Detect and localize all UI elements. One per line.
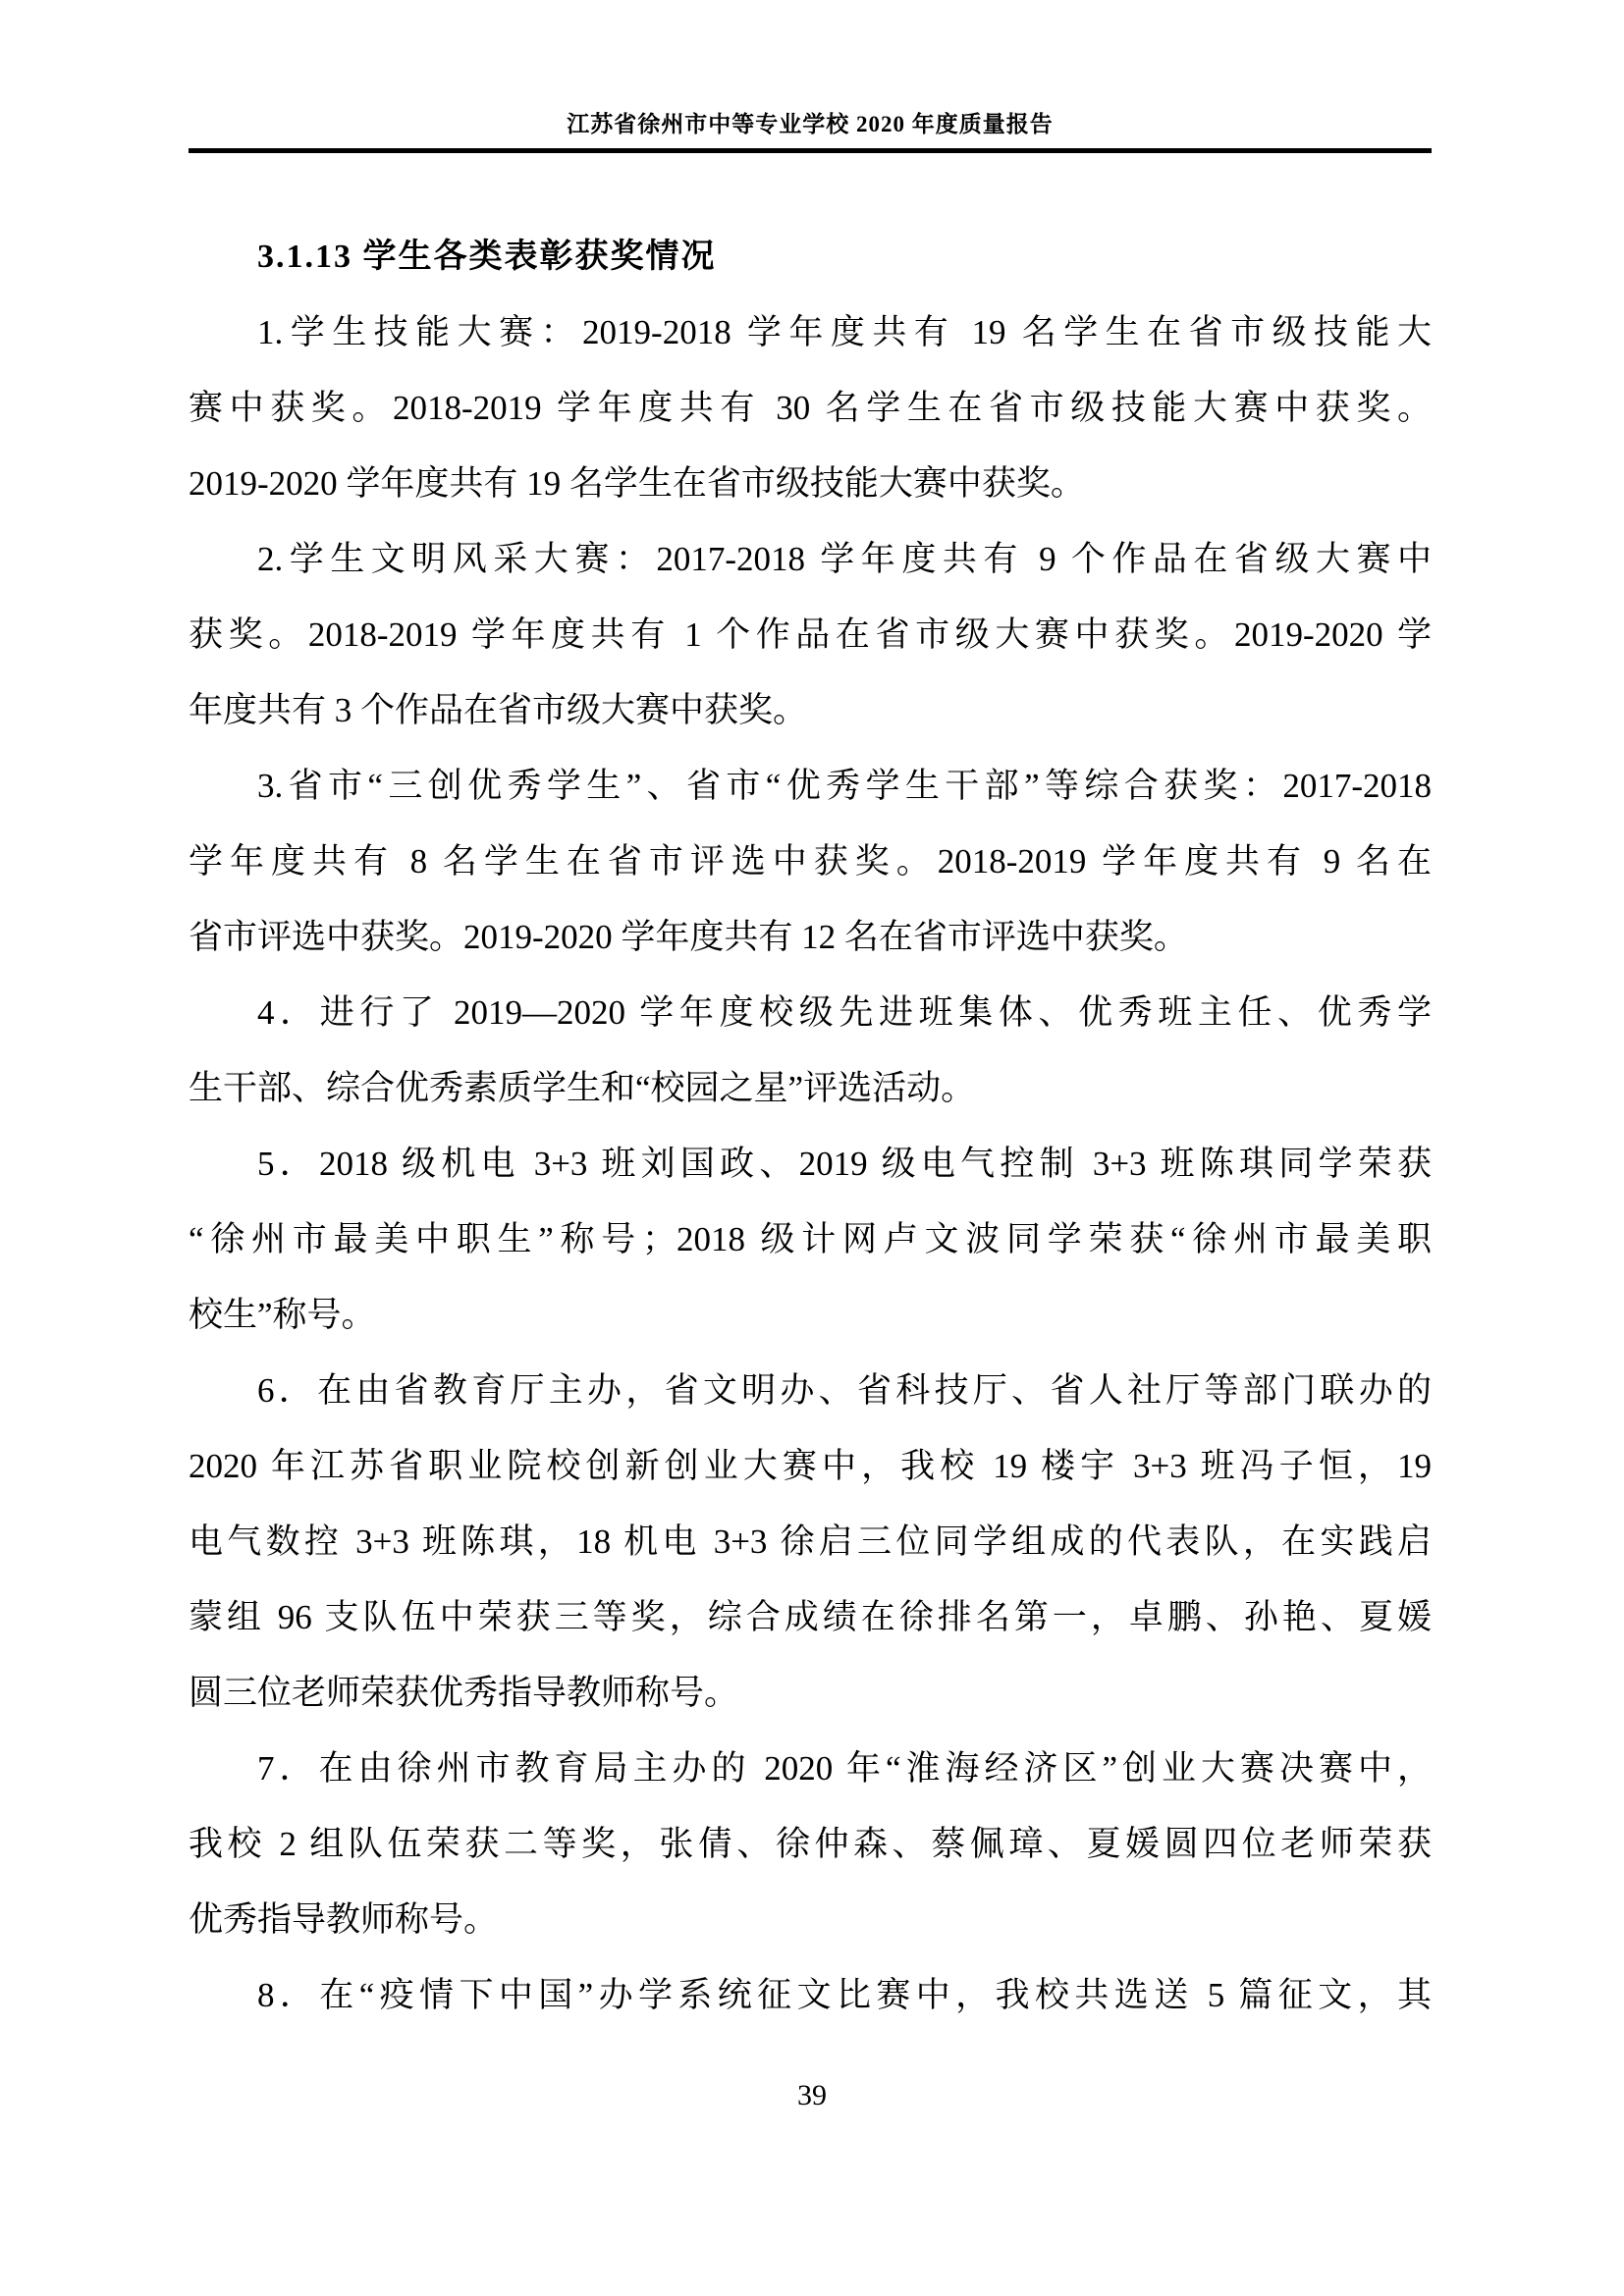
section-heading: 3.1.13 学生各类表彰获奖情况 <box>257 239 717 275</box>
text-line: 7．在由徐州市教育局主办的 2020 年“淮海经济区”创业大赛决赛中， <box>257 1749 1432 1788</box>
text-line: 生干部、综合优秀素质学生和“校园之星”评选活动。 <box>189 1069 976 1107</box>
text-line: 电气数控 3+3 班陈琪，18 机电 3+3 徐启三位同学组成的代表队，在实践启 <box>189 1522 1432 1561</box>
paragraph <box>189 975 1432 1126</box>
paragraph <box>189 294 1432 521</box>
text-line: 3.省市“三创优秀学生”、省市“优秀学生干部”等综合获奖：2017-2018 <box>257 767 1432 805</box>
text-line: 圆三位老师荣获优秀指导教师称号。 <box>189 1674 739 1712</box>
paragraph <box>189 1731 1432 1957</box>
text-line: 优秀指导教师称号。 <box>189 1900 499 1939</box>
text-line: “徐州市最美中职生”称号；2018 级计网卢文波同学荣获“徐州市最美职 <box>189 1220 1432 1258</box>
text-line: 4．进行了 2019—2020 学年度校级先进班集体、优秀班主任、优秀学 <box>257 993 1432 1032</box>
text-line: 2020 年江苏省职业院校创新创业大赛中，我校 19 楼宇 3+3 班冯子恒，19 <box>189 1447 1432 1485</box>
text-line: 2.学生文明风采大赛：2017-2018 学年度共有 9 个作品在省级大赛中 <box>257 540 1432 578</box>
page-content <box>189 219 1432 2033</box>
running-header-title: 江苏省徐州市中等专业学校 2020 年度质量报告 <box>567 112 1054 136</box>
text-line: 学年度共有 8 名学生在省市评选中获奖。2018-2019 学年度共有 9 名在 <box>189 842 1432 881</box>
text-line: 8．在“疫情下中国”办学系统征文比赛中，我校共选送 5 篇征文，其 <box>257 1976 1432 2014</box>
paragraph <box>189 1957 1432 2033</box>
text-line: 5．2018 级机电 3+3 班刘国政、2019 级电气控制 3+3 班陈琪同学荣获 <box>257 1145 1432 1183</box>
text-line: 年度共有 3 个作品在省市级大赛中获奖。 <box>189 691 808 729</box>
text-line: 蒙组 96 支队伍中荣获三等奖，综合成绩在徐排名第一，卓鹏、孙艳、夏媛 <box>189 1598 1432 1636</box>
header-divider-rule <box>189 148 1432 153</box>
text-line: 2019-2020 学年度共有 19 名学生在省市级技能大赛中获奖。 <box>189 464 1085 503</box>
paragraph <box>189 748 1432 975</box>
text-line: 赛中获奖。2018-2019 学年度共有 30 名学生在省市级技能大赛中获奖。 <box>189 389 1432 427</box>
page-number: 39 <box>797 2079 827 2111</box>
text-line: 校生”称号。 <box>189 1296 376 1334</box>
paragraph <box>189 1126 1432 1353</box>
text-line: 1.学生技能大赛：2019-2018 学年度共有 19 名学生在省市级技能大 <box>257 313 1432 351</box>
paragraph <box>189 521 1432 748</box>
text-line: 获奖。2018-2019 学年度共有 1 个作品在省市级大赛中获奖。2019-2020 学 <box>189 615 1432 654</box>
paragraph <box>189 1353 1432 1731</box>
text-line: 省市评选中获奖。2019-2020 学年度共有 12 名在省市评选中获奖。 <box>189 918 1188 956</box>
text-line: 我校 2 组队伍荣获二等奖，张倩、徐仲森、蔡佩璋、夏媛圆四位老师荣获 <box>189 1825 1432 1863</box>
text-line: 6．在由省教育厅主办，省文明办、省科技厅、省人社厅等部门联办的 <box>257 1371 1432 1410</box>
